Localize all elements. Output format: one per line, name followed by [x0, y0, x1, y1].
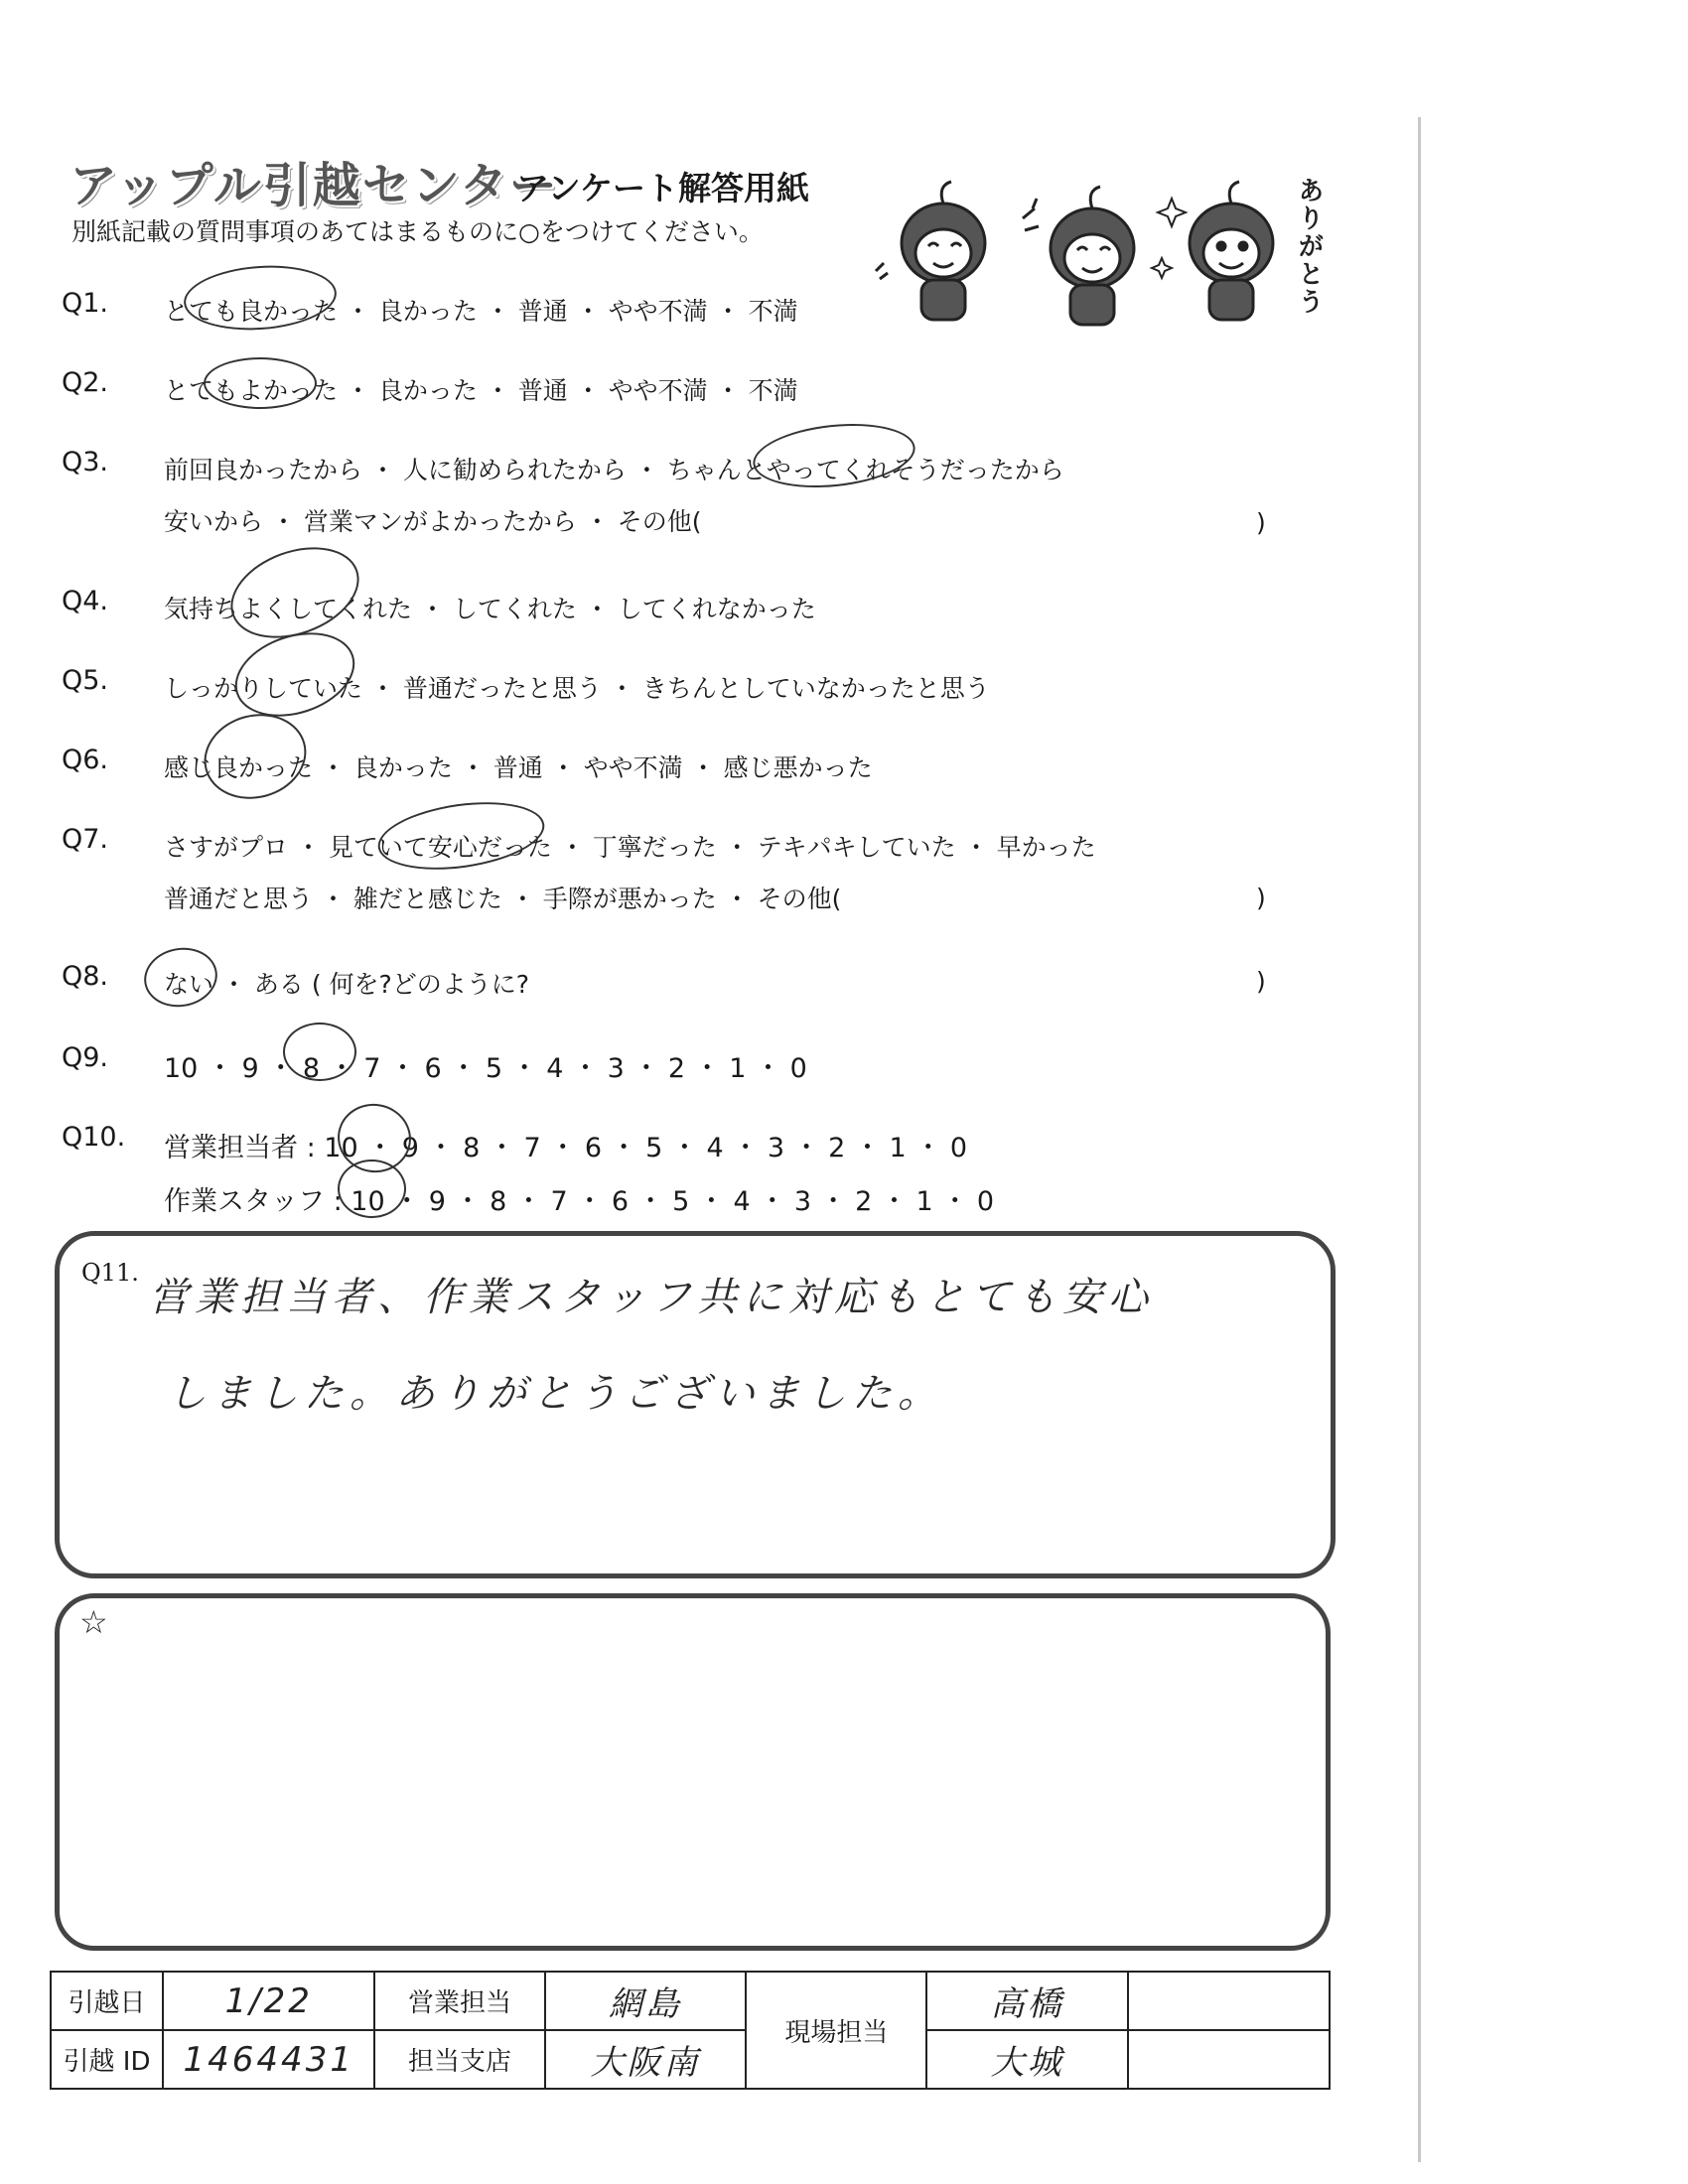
staff-score-scale: 作業スタッフ : 10 ・ 9 ・ 8 ・ 7 ・ 6 ・ 5 ・ 4 ・ 3 ・ 2 ・ 1 ・ 0: [164, 1186, 995, 1217]
question-label: Q1.: [62, 288, 109, 319]
move-id-label: 引越 ID: [51, 2030, 163, 2089]
question-label: Q2.: [62, 367, 109, 398]
question-options: ない ・ ある ( 何を?どのように?: [164, 970, 530, 999]
question-label: Q4.: [62, 586, 109, 616]
question-label: Q7.: [62, 824, 109, 855]
q11-handwritten-line1: 営業担当者、作業スタッフ共に対応もとても安心: [149, 1275, 1154, 1320]
site-extra-cell: [1128, 2030, 1330, 2089]
site-value-1: 高橋: [926, 1972, 1128, 2030]
question-options-line2: 安いから ・ 営業マンがよかったから ・ その他(: [164, 507, 702, 536]
question-label: Q5.: [62, 665, 109, 696]
q11-label: Q11.: [81, 1259, 139, 1287]
selection-circle: [204, 357, 317, 409]
question-label: Q3.: [62, 447, 109, 478]
question-q4: [0, 586, 1410, 641]
question-options: 前回良かったから ・ 人に勧められたから ・ ちゃんとやってくれそうだったから: [164, 456, 1064, 484]
paren-close: ): [1256, 967, 1266, 996]
paren-close: ): [1256, 508, 1266, 537]
question-q5: [0, 665, 1410, 721]
question-q9: [0, 1042, 1410, 1098]
sales-score-scale: 営業担当者 : 10 ・ 9 ・ 8 ・ 7 ・ 6 ・ 5 ・ 4 ・ 3 ・ 2 ・ 1 ・ 0: [164, 1133, 968, 1163]
question-options: しっかりしていた ・ 普通だったと思う ・ きちんとしていなかったと思う: [164, 674, 990, 703]
question-label: Q9.: [62, 1042, 109, 1073]
question-q3: [0, 447, 1410, 556]
mascot-caption: ありがとう: [1294, 177, 1324, 316]
instruction-text: 別紙記載の質問事項のあてはまるものに○をつけてください。: [71, 217, 764, 246]
question-options: 感じ良かった ・ 良かった ・ 普通 ・ やや不満 ・ 感じ悪かった: [164, 753, 873, 782]
score-scale: 10 ・ 9 ・ 8 ・ 7 ・ 6 ・ 5 ・ 4 ・ 3 ・ 2 ・ 1 ・ 0: [164, 1053, 807, 1084]
selection-circle: [283, 1023, 356, 1081]
q11-handwritten-line2: しました。ありがとうございました。: [167, 1371, 943, 1417]
star-icon: ☆: [79, 1603, 108, 1641]
brand-logo: アップル引越センター: [70, 158, 559, 213]
question-label: Q6.: [62, 745, 109, 775]
sales-label: 営業担当: [374, 1972, 544, 2030]
move-date-label: 引越日: [51, 1972, 163, 2030]
move-date-value: 1/22: [163, 1972, 374, 2030]
site-label: 現場担当: [746, 1972, 926, 2089]
branch-label: 担当支店: [374, 2030, 544, 2089]
question-q10: [0, 1122, 1410, 1231]
question-label: Q10.: [62, 1122, 126, 1153]
question-options-line2: 普通だと思う ・ 雑だと感じた ・ 手際が悪かった ・ その他(: [164, 885, 842, 913]
question-options: とてもよかった ・ 良かった ・ 普通 ・ やや不満 ・ 不満: [164, 376, 798, 405]
star-comment-box: [55, 1593, 1331, 1951]
sales-value: 網島: [545, 1972, 747, 2030]
selection-circle: [338, 1160, 406, 1218]
paren-close: ): [1256, 884, 1266, 912]
footer-info-table: [50, 1971, 1331, 2090]
site-extra-cell: [1128, 1972, 1330, 2030]
question-options: 気持ちよくしてくれた ・ してくれた ・ してくれなかった: [164, 595, 816, 623]
question-options: とても良かった ・ 良かった ・ 普通 ・ やや不満 ・ 不満: [164, 297, 798, 326]
branch-value: 大阪南: [545, 2030, 747, 2089]
site-value-2: 大城: [926, 2030, 1128, 2089]
question-label: Q8.: [62, 961, 109, 992]
paper-edge: [1418, 117, 1427, 2162]
move-id-value: 1464431: [163, 2030, 374, 2089]
form-title: アンケート解答用紙: [516, 169, 810, 207]
question-options: さすがプロ ・ 見ていて安心だった ・ 丁寧だった ・ テキパキしていた ・ 早かった: [164, 833, 1096, 862]
question-q7: [0, 824, 1410, 933]
